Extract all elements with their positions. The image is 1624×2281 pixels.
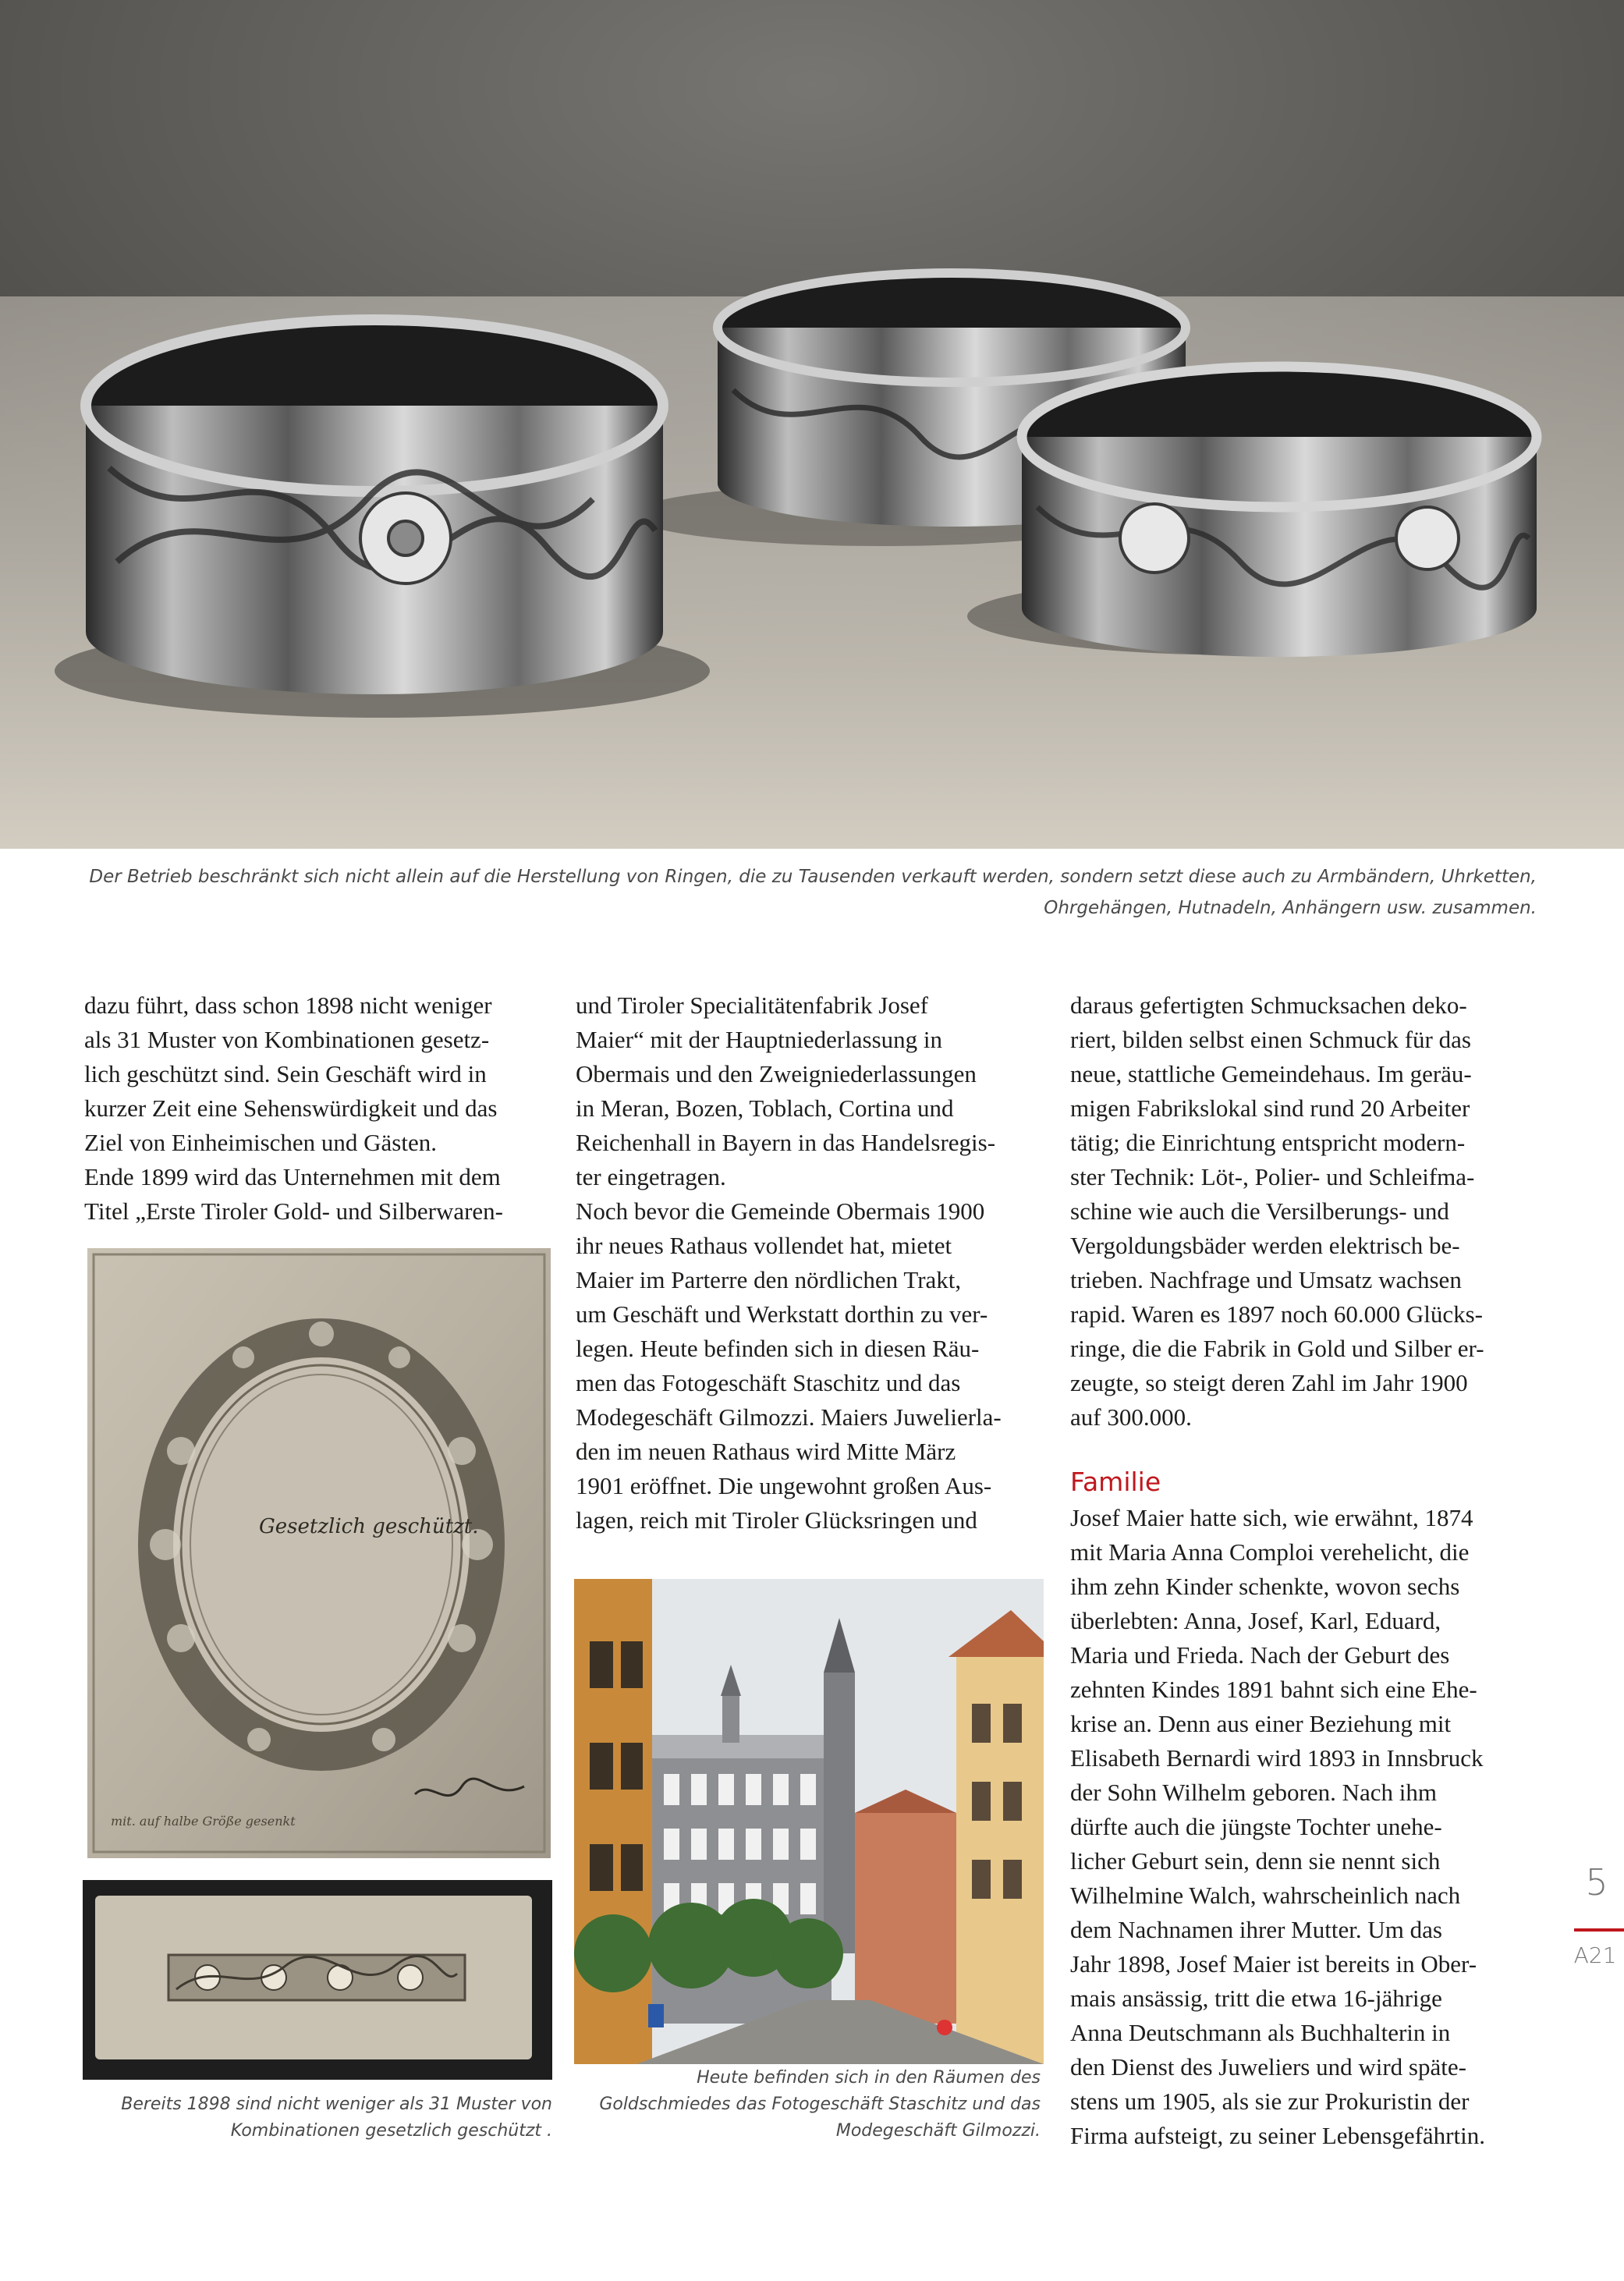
column-2-line: 1901 eröffnet. Die ungewohnt großen Aus-: [576, 1472, 992, 1499]
column-2-line: und Tiroler Specialitätenfabrik Josef: [576, 992, 928, 1019]
hero-caption-line1: Der Betrieb beschränkt sich nicht allein auf die Herstellung von Ringen, die zu Tausenden verkauft werden, sondern setzt diese auch zu Armbändern, Uhrketten,: [89, 867, 1537, 887]
column-3-line: migen Fabrikslokal sind rund 20 Arbeiter: [1070, 1094, 1470, 1122]
column-3-line: Jahr 1898, Josef Maier ist bereits in Ober-: [1070, 1950, 1477, 1978]
column-3-line: der Sohn Wilhelm geboren. Nach ihm: [1070, 1779, 1437, 1806]
column-3-line: Anna Deutschmann als Buchhalterin in: [1070, 2019, 1451, 2046]
section-heading-familie: Familie: [1070, 1467, 1161, 1497]
certificate-photo: [87, 1248, 551, 1858]
column-3-line: Elisabeth Bernardi wird 1893 in Innsbruck: [1070, 1744, 1484, 1772]
column-1-line: dazu führt, dass schon 1898 nicht weniger: [84, 992, 492, 1019]
wreath-certificate-photo-icon: [87, 1248, 551, 1858]
column-1-line: kurzer Zeit eine Sehenswürdigkeit und das: [84, 1094, 498, 1122]
hero-photo: [0, 0, 1624, 849]
column-2-line: lagen, reich mit Tiroler Glücksringen und: [576, 1506, 977, 1534]
page-number: 5: [1585, 1861, 1608, 1903]
column-1: [84, 988, 560, 1229]
column-2-line: ter eingetragen.: [576, 1163, 726, 1190]
caption-left-line2: Kombinationen gesetzlich geschützt .: [230, 2121, 552, 2141]
column-2: [576, 988, 1053, 1538]
column-2-line: Reichenhall in Bayern in das Handelsregis-: [576, 1129, 996, 1156]
column-1-line: lich geschützt sind. Sein Geschäft wird in: [84, 1060, 487, 1087]
column-1-line: Titel „Erste Tiroler Gold- und Silberwaren-: [84, 1197, 503, 1225]
caption-mid-line3: Modegeschäft Gilmozzi.: [835, 2121, 1041, 2141]
column-2-line: legen. Heute befinden sich in diesen Räu-: [576, 1335, 980, 1362]
column-3-line: mais ansässig, tritt die etwa 16-jährige: [1070, 1985, 1442, 2012]
street-photo: [574, 1579, 1044, 2064]
column-3-line: stens um 1905, als sie zur Prokuristin der: [1070, 2088, 1470, 2115]
column-3: [1070, 988, 1546, 1435]
column-3-line: licher Geburt sein, denn sie nennt sich: [1070, 1847, 1441, 1875]
column-3-bottom: [1070, 1501, 1546, 2153]
silver-rings-photo-icon: [0, 0, 1624, 849]
caption-mid: [574, 2065, 1041, 2144]
column-1-line: Ende 1899 wird das Unternehmen mit dem: [84, 1163, 501, 1190]
column-2-line: den im neuen Rathaus wird Mitte März: [576, 1438, 956, 1465]
column-2-line: Maier“ mit der Hauptniederlassung in: [576, 1026, 943, 1053]
column-3-line: dürfte auch die jüngste Tochter unehe-: [1070, 1813, 1442, 1840]
edelweiss-band-photo-icon: [83, 1880, 552, 2080]
column-3-line: daraus gefertigten Schmucksachen deko-: [1070, 992, 1467, 1019]
hero-caption: [47, 861, 1537, 924]
folio-accent-rule: [1574, 1928, 1624, 1932]
column-2-line: um Geschäft und Werkstatt dorthin zu ver-: [576, 1300, 988, 1328]
column-3-line: riert, bilden selbst einen Schmuck für das: [1070, 1026, 1471, 1053]
caption-left: [84, 2091, 552, 2144]
column-3-line: zeugte, so steigt deren Zahl im Jahr 1900: [1070, 1369, 1468, 1396]
column-3-line: zehnten Kindes 1891 bahnt sich eine Ehe-: [1070, 1676, 1477, 1703]
column-3-line: Vergoldungsbäder werden elektrisch be-: [1070, 1232, 1460, 1259]
column-3-line: ringe, die die Fabrik in Gold und Silber er-: [1070, 1335, 1484, 1362]
column-2-line: Maier im Parterre den nördlichen Trakt,: [576, 1266, 962, 1293]
caption-left-line1: Bereits 1898 sind nicht weniger als 31 Muster von: [121, 2095, 552, 2114]
column-3-line: Wilhelmine Walch, wahrscheinlich nach: [1070, 1882, 1461, 1909]
caption-mid-line1: Heute befinden sich in den Räumen des: [697, 2068, 1041, 2088]
column-1-line: als 31 Muster von Kombinationen gesetz-: [84, 1026, 490, 1053]
column-3-line: rapid. Waren es 1897 noch 60.000 Glücks-: [1070, 1300, 1483, 1328]
column-3-line: dem Nachnamen ihrer Mutter. Um das: [1070, 1916, 1442, 1943]
column-2-line: ihr neues Rathaus vollendet hat, mietet: [576, 1232, 952, 1259]
column-3-line: überlebten: Anna, Josef, Karl, Eduard,: [1070, 1607, 1441, 1634]
column-3-line: Maria und Frieda. Nach der Geburt des: [1070, 1641, 1450, 1669]
band-photo: [83, 1880, 552, 2080]
column-2-line: Modegeschäft Gilmozzi. Maiers Juwelierla-: [576, 1403, 1002, 1431]
column-3-line: tätig; die Einrichtung entspricht modern-: [1070, 1129, 1466, 1156]
column-3-line: ster Technik: Löt-, Polier- und Schleifma-: [1070, 1163, 1475, 1190]
column-2-line: Noch bevor die Gemeinde Obermais 1900: [576, 1197, 985, 1225]
column-3-line: trieben. Nachfrage und Umsatz wachsen: [1070, 1266, 1462, 1293]
column-3-line: neue, stattliche Gemeindehaus. Im geräu-: [1070, 1060, 1472, 1087]
column-3-line: auf 300.000.: [1070, 1403, 1192, 1431]
column-3-line: krise an. Denn aus einer Beziehung mit: [1070, 1710, 1452, 1737]
column-2-line: Obermais und den Zweigniederlassungen: [576, 1060, 977, 1087]
column-3-line: mit Maria Anna Comploi verehelicht, die: [1070, 1538, 1470, 1566]
column-3-line: Firma aufsteigt, zu seiner Lebensgefährtin.: [1070, 2122, 1485, 2149]
column-1-line: Ziel von Einheimischen und Gästen.: [84, 1129, 437, 1156]
street-scene-photo-icon: [574, 1579, 1044, 2064]
column-3-line: den Dienst des Juweliers und wird späte-: [1070, 2053, 1466, 2081]
column-2-line: in Meran, Bozen, Toblach, Cortina und: [576, 1094, 954, 1122]
hero-caption-line2: Ohrgehängen, Hutnadeln, Anhängern usw. zusammen.: [1044, 898, 1537, 918]
column-3-line: schine wie auch die Versilberungs- und: [1070, 1197, 1449, 1225]
certificate-bottom-script: mit. auf halbe Größe gesenkt: [111, 1814, 296, 1829]
column-3-line: ihm zehn Kinder schenkte, wovon sechs: [1070, 1573, 1460, 1600]
folio-code: A21: [1573, 1942, 1617, 1968]
column-2-line: men das Fotogeschäft Staschitz und das: [576, 1369, 961, 1396]
column-3-line: Josef Maier hatte sich, wie erwähnt, 1874: [1070, 1504, 1473, 1531]
certificate-script-text: Gesetzlich geschützt.: [259, 1515, 479, 1538]
caption-mid-line2: Goldschmiedes das Fotogeschäft Staschitz und das: [599, 2095, 1041, 2114]
